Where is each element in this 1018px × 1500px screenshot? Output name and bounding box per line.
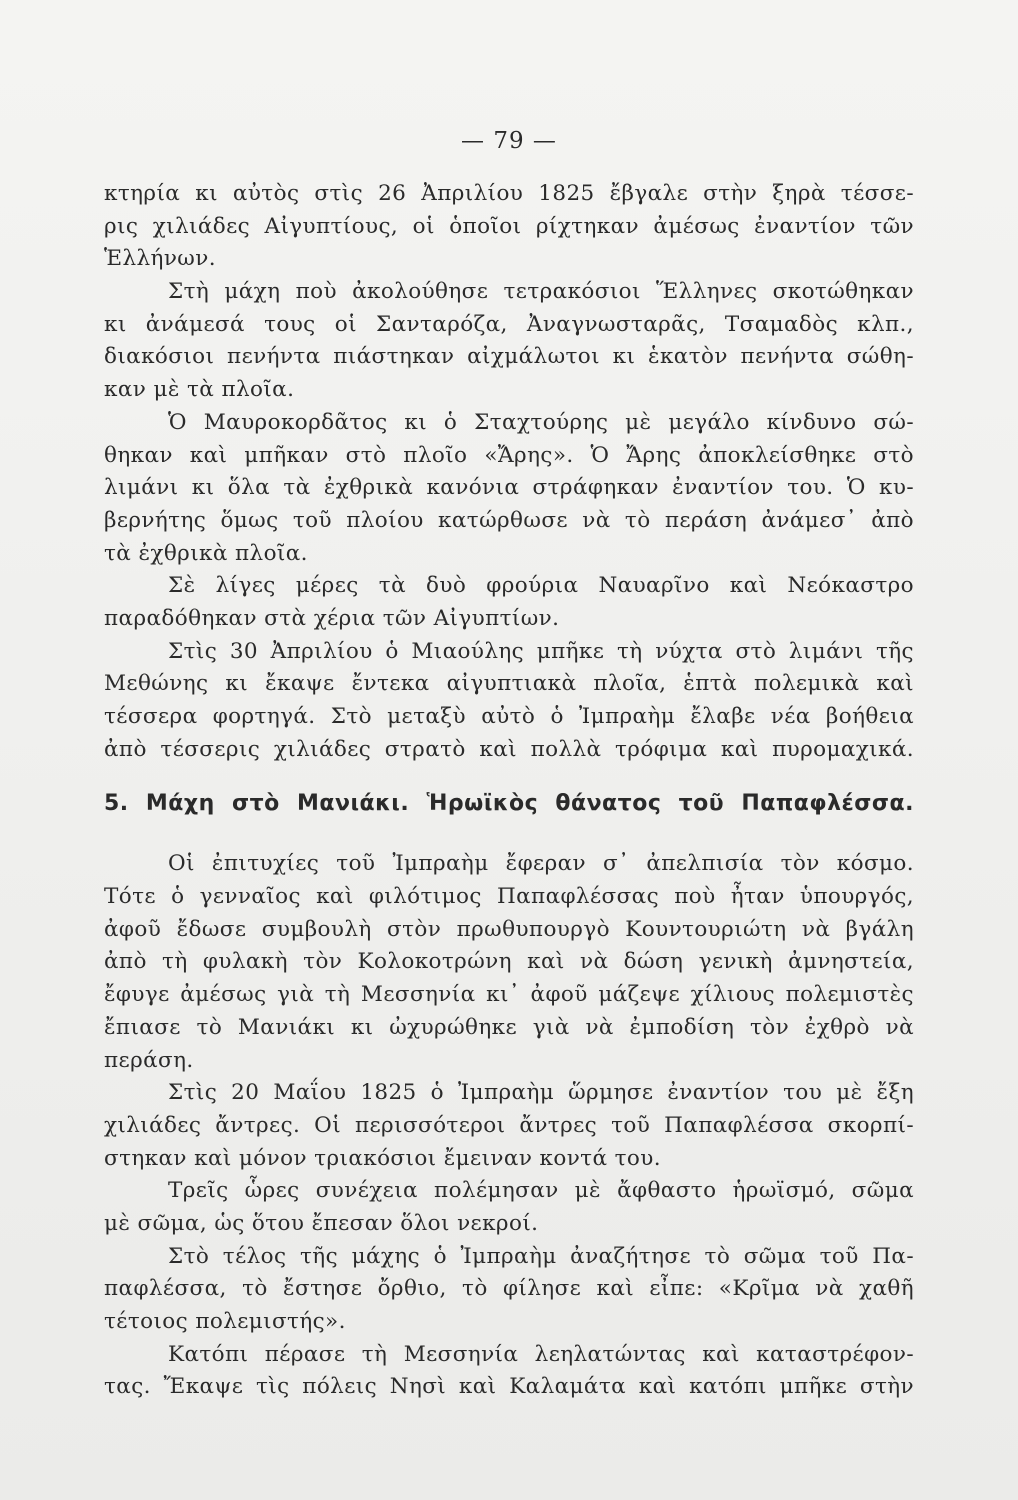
text-line: Τρεῖς ὧρες συνέχεια πολέμησαν μὲ ἄφθαστο ἡρωϊσμό, σῶμα — [168, 1178, 914, 1204]
paragraph-8 — [104, 1175, 914, 1240]
text-line: Ὁ Μαυροκορδᾶτος κι ὁ Σταχτούρης μὲ μεγάλο κίνδυνο σώ- — [168, 409, 914, 435]
body-text — [104, 178, 914, 1404]
paragraph-5 — [104, 636, 914, 767]
text-line: ἀπὸ τὴ φυλακὴ τὸν Κολοκοτρώνη καὶ νὰ δώση γενικὴ ἀμνηστεία, — [104, 949, 914, 975]
text-line: Κατόπι πέρασε τὴ Μεσσηνία λεηλατώντας καὶ καταστρέφον- — [168, 1341, 914, 1367]
text-line: Στὶς 20 Μαΐου 1825 ὁ Ἰμπραὴμ ὥρμησε ἐναντίον του μὲ ἔξη — [168, 1080, 914, 1106]
section-heading: 5. Μάχη στὸ Μανιάκι. Ἡρωϊκὸς θάνατος τοῦ Παπαφλέσσα. — [104, 791, 914, 817]
text-line: ἀφοῦ ἔδωσε συμβουλὴ στὸν πρωθυπουργὸ Κουντουριώτη νὰ βγάλη — [104, 916, 914, 942]
text-line: Οἱ ἐπιτυχίες τοῦ Ἰμπραὴμ ἔφεραν σ᾽ ἀπελπισία τὸν κόσμο. — [168, 851, 914, 877]
text-line: χιλιάδες ἄντρες. Οἱ περισσότεροι ἄντρες τοῦ Παπαφλέσσα σκορπί- — [104, 1112, 914, 1138]
text-line: παφλέσσα, τὸ ἔστησε ὄρθιο, τὸ φίλησε καὶ εἶπε: «Κρῖμα νὰ χαθῆ — [104, 1276, 914, 1302]
paragraph-4 — [104, 570, 914, 635]
text-line: διακόσιοι πενήντα πιάστηκαν αἰχμάλωτοι κι ἑκατὸν πενήντα σώθη- — [104, 344, 914, 370]
paragraph-9 — [104, 1241, 914, 1339]
text-line: τέσσερα φορτηγά. Στὸ μεταξὺ αὐτὸ ὁ Ἰμπραὴμ ἔλαβε νέα βοήθεια — [104, 704, 914, 729]
text-line: λιμάνι κι ὅλα τὰ ἐχθρικὰ κανόνια στράφηκαν ἐναντίον του. Ὁ κυ- — [104, 475, 914, 501]
text-line: Στὴ μάχη ποὺ ἀκολούθησε τετρακόσιοι Ἕλληνες σκοτώθηκαν — [168, 279, 914, 305]
text-line: βερνήτης ὅμως τοῦ πλοίου κατώρθωσε νὰ τὸ περάση ἀνάμεσ᾽ ἀπὸ — [104, 507, 914, 533]
text-line: θηκαν καὶ μπῆκαν στὸ πλοῖο «Ἄρης». Ὁ Ἄρης ἀποκλείσθηκε στὸ — [104, 442, 914, 468]
page-number: — 79 — — [461, 128, 557, 154]
text-line: Μεθώνης κι ἔκαψε ἔντεκα αἰγυπτιακὰ πλοῖα, ἑπτὰ πολεμικὰ καὶ — [104, 671, 914, 697]
text-line: στηκαν καὶ μόνον τριακόσιοι ἔμειναν κοντά του. — [104, 1145, 661, 1171]
text-line: ἀπὸ τέσσερις χιλιάδες στρατὸ καὶ πολλὰ τρόφιμα καὶ πυρομαχικά. — [104, 736, 914, 762]
paragraph-10 — [104, 1339, 914, 1404]
paragraph-3 — [104, 407, 914, 570]
text-line: ρις χιλιάδες Αἰγυπτίους, οἱ ὁποῖοι ρίχτηκαν ἀμέσως ἐναντίον τῶν — [104, 213, 914, 239]
text-line: τὰ ἐχθρικὰ πλοῖα. — [104, 540, 308, 566]
text-line: Τότε ὁ γενναῖος καὶ φιλότιμος Παπαφλέσσας ποὺ ἦταν ὑπουργός, — [104, 884, 914, 910]
text-line: κι ἀνάμεσά τους οἱ Σανταρόζα, Ἀναγνωσταρᾶς, Τσαμαδὸς κλπ., — [104, 311, 914, 337]
paragraph-7 — [104, 1077, 914, 1175]
text-line: ἔφυγε ἀμέσως γιὰ τὴ Μεσσηνία κι᾽ ἀφοῦ μάζεψε χίλιους πολεμιστὲς — [104, 982, 914, 1008]
text-line: καν μὲ τὰ πλοῖα. — [104, 377, 295, 403]
text-line: ἔπιασε τὸ Μανιάκι κι ὠχυρώθηκε γιὰ νὰ ἐμποδίση τὸν ἐχθρὸ νὰ — [104, 1014, 914, 1040]
text-line: τας. Ἔκαψε τὶς πόλεις Νησὶ καὶ Καλαμάτα καὶ κατόπι μπῆκε στὴν — [104, 1374, 914, 1400]
text-line: Σὲ λίγες μέρες τὰ δυὸ φρούρια Ναυαρῖνο καὶ Νεόκαστρο — [168, 573, 914, 599]
text-line: κτηρία κι αὐτὸς στὶς 26 Ἀπριλίου 1825 ἔβγαλε στὴν ξηρὰ τέσσε- — [104, 181, 914, 206]
text-line: Στὸ τέλος τῆς μάχης ὁ Ἰμπραὴμ ἀναζήτησε τὸ σῶμα τοῦ Πα- — [168, 1243, 914, 1269]
text-line: τέτοιος πολεμιστής». — [104, 1309, 346, 1334]
paragraph-6 — [104, 848, 914, 1077]
text-line: Στὶς 30 Ἀπριλίου ὁ Μιαούλης μπῆκε τὴ νύχτα στὸ λιμάνι τῆς — [168, 638, 914, 664]
text-line: μὲ σῶμα, ὡς ὅτου ἔπεσαν ὅλοι νεκροί. — [104, 1210, 539, 1236]
text-line: περάση. — [104, 1047, 194, 1073]
text-line: Ἑλλήνων. — [104, 246, 216, 272]
text-line: παραδόθηκαν στὰ χέρια τῶν Αἰγυπτίων. — [104, 605, 560, 631]
paragraph-1 — [104, 178, 914, 276]
paragraph-2 — [104, 276, 914, 407]
